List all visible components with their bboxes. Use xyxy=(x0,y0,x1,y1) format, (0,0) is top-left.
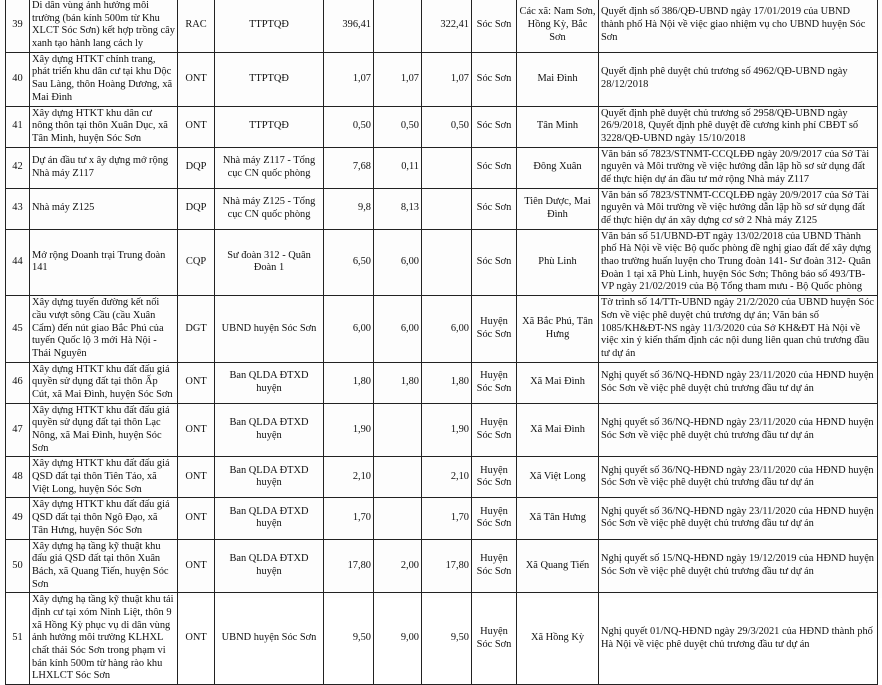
district: Sóc Sơn xyxy=(472,52,517,106)
table-row xyxy=(6,457,878,498)
district: Huyện Sóc Sơn xyxy=(472,498,517,539)
investor: TTPTQĐ xyxy=(215,0,324,52)
row-number: 40 xyxy=(6,52,30,106)
total-area: 1,07 xyxy=(324,52,374,106)
area-col-a: 0,50 xyxy=(374,106,422,147)
land-type-code: ONT xyxy=(178,403,215,457)
district: Huyện Sóc Sơn xyxy=(472,539,517,593)
land-type-code: RAC xyxy=(178,0,215,52)
legal-basis: Nghị quyết 01/NQ-HĐND ngày 29/3/2021 của HĐND thành phố Hà Nội về việc phê duyệt chủ trương đầu tư dự án xyxy=(599,593,878,685)
land-type-code: ONT xyxy=(178,498,215,539)
area-col-b: 1,80 xyxy=(422,362,472,403)
legal-basis: Nghị quyết số 36/NQ-HĐND ngày 23/11/2020 của HĐND huyện Sóc Sơn về việc phê duyệt chủ trương đầu tư dự án xyxy=(599,362,878,403)
land-type-code: ONT xyxy=(178,52,215,106)
table-row xyxy=(6,229,878,295)
table-row xyxy=(6,362,878,403)
row-number: 46 xyxy=(6,362,30,403)
area-col-a: 1,80 xyxy=(374,362,422,403)
land-type-code: DQP xyxy=(178,147,215,188)
project-name: Xây dựng HTKT khu đất đấu giá QSD đất tại thôn Tiên Tảo, xã Việt Long, huyện Sóc Sơn xyxy=(30,457,178,498)
legal-basis: Nghị quyết số 36/NQ-HĐND ngày 23/11/2020 của HĐND huyện Sóc Sơn về việc phê duyệt chủ trương đầu tư dự án xyxy=(599,403,878,457)
district: Sóc Sơn xyxy=(472,106,517,147)
commune: Xã Quang Tiến xyxy=(517,539,599,593)
area-col-a xyxy=(374,457,422,498)
legal-basis: Tờ trình số 14/TTr-UBND ngày 21/2/2020 của UBND huyện Sóc Sơn về việc phê duyệt chủ trương dự án; Văn bản số 1085/KH&ĐT-NS ngày 11/3/2020 của Sở KH&ĐT Hà Nội về việc xin ý kiến thẩm định các nội dung liên quan chủ trương đầu tư dự án xyxy=(599,296,878,362)
investor: UBND huyện Sóc Sơn xyxy=(215,296,324,362)
area-col-b: 1,70 xyxy=(422,498,472,539)
row-number: 45 xyxy=(6,296,30,362)
area-col-a xyxy=(374,403,422,457)
investor: Ban QLDA ĐTXD huyện xyxy=(215,362,324,403)
area-col-a xyxy=(374,498,422,539)
table-row xyxy=(6,539,878,593)
legal-basis: Nghị quyết số 36/NQ-HĐND ngày 23/11/2020 của HĐND huyện Sóc Sơn về việc phê duyệt chủ trương đầu tư dự án xyxy=(599,457,878,498)
area-col-a: 6,00 xyxy=(374,229,422,295)
area-col-b: 0,50 xyxy=(422,106,472,147)
project-name: Xây dựng HTKT khu dân cư nông thôn tại thôn Xuân Dục, xã Tân Minh, huyện Sóc Sơn xyxy=(30,106,178,147)
table-row xyxy=(6,296,878,362)
table-row xyxy=(6,403,878,457)
commune: Tiên Dược, Mai Đình xyxy=(517,188,599,229)
investor: TTPTQĐ xyxy=(215,52,324,106)
total-area: 396,41 xyxy=(324,0,374,52)
project-name: Xây dựng HTKT khu đất đấu giá quyền sử dụng đất tại thôn Ấp Cút, xã Mai Đình, huyện Sóc Sơn xyxy=(30,362,178,403)
commune: Đông Xuân xyxy=(517,147,599,188)
table-row xyxy=(6,147,878,188)
area-col-a: 2,00 xyxy=(374,539,422,593)
investor: Sư đoàn 312 - Quân Đoàn 1 xyxy=(215,229,324,295)
area-col-b: 322,41 xyxy=(422,0,472,52)
area-col-b xyxy=(422,188,472,229)
total-area: 1,70 xyxy=(324,498,374,539)
land-project-table xyxy=(5,0,878,685)
table-row xyxy=(6,188,878,229)
investor: Ban QLDA ĐTXD huyện xyxy=(215,457,324,498)
total-area: 1,90 xyxy=(324,403,374,457)
row-number: 42 xyxy=(6,147,30,188)
legal-basis: Quyết định phê duyệt chủ trương số 4962/QĐ-UBND ngày 28/12/2018 xyxy=(599,52,878,106)
row-number: 49 xyxy=(6,498,30,539)
area-col-a xyxy=(374,0,422,52)
investor: UBND huyện Sóc Sơn xyxy=(215,593,324,685)
table-row xyxy=(6,0,878,52)
commune: Mai Đình xyxy=(517,52,599,106)
row-number: 43 xyxy=(6,188,30,229)
area-col-b xyxy=(422,147,472,188)
project-name: Xây dựng HTKT khu đất đấu giá quyền sử dụng đất tại thôn Lạc Nông, xã Mai Đình, huyện Sóc Sơn xyxy=(30,403,178,457)
project-name: Xây dựng tuyến đường kết nối cầu vượt sông Cầu (cầu Xuân Cẩm) đến nút giao Bắc Phú của tuyến Quốc lộ 3 mới Hà Nội - Thái Nguyên xyxy=(30,296,178,362)
district: Huyện Sóc Sơn xyxy=(472,457,517,498)
row-number: 48 xyxy=(6,457,30,498)
table-body xyxy=(6,0,878,685)
area-col-b: 1,90 xyxy=(422,403,472,457)
commune: Xã Mai Đình xyxy=(517,362,599,403)
table-row xyxy=(6,106,878,147)
legal-basis: Văn bản số 51/UBND-ĐT ngày 13/02/2018 của UBND Thành phố Hà Nội về việc Bộ quốc phòng đề nghị giao đất để xây dựng thao trường huấn luyện cho Trung đoàn 141- Sư đoàn 312- Quân Đoàn 1 tại xã Phù Linh, huyện Sóc Sơn; Thông báo số 493/TB-VP ngày 21/02/2019 của Bộ Tổng tham mưu - Bộ Quốc phòng xyxy=(599,229,878,295)
legal-basis: Nghị quyết số 36/NQ-HĐND ngày 23/11/2020 của HĐND huyện Sóc Sơn về việc phê duyệt chủ trương đầu tư dự án xyxy=(599,498,878,539)
area-col-b: 2,10 xyxy=(422,457,472,498)
area-col-a: 8,13 xyxy=(374,188,422,229)
district: Huyện Sóc Sơn xyxy=(472,593,517,685)
land-type-code: ONT xyxy=(178,106,215,147)
row-number: 47 xyxy=(6,403,30,457)
area-col-a: 0,11 xyxy=(374,147,422,188)
project-name: Mở rộng Doanh trại Trung đoàn 141 xyxy=(30,229,178,295)
project-name: Xây dựng hạ tầng kỹ thuật khu tái định cư tại xóm Ninh Liệt, thôn 9 xã Hồng Kỳ phục vụ di dân vùng ảnh hưởng môi trường KLHXL chất thải Sóc Sơn trong phạm vi bán kính 500m từ hàng rào khu LHXLCT Sóc Sơn xyxy=(30,593,178,685)
area-col-b: 9,50 xyxy=(422,593,472,685)
row-number: 44 xyxy=(6,229,30,295)
project-name: Dự án đầu tư x ây dựng mở rộng Nhà máy Z117 xyxy=(30,147,178,188)
area-col-a: 1,07 xyxy=(374,52,422,106)
district: Huyện Sóc Sơn xyxy=(472,362,517,403)
row-number: 50 xyxy=(6,539,30,593)
commune: Xã Việt Long xyxy=(517,457,599,498)
commune: Xã Hồng Kỳ xyxy=(517,593,599,685)
district: Sóc Sơn xyxy=(472,0,517,52)
table-row xyxy=(6,593,878,685)
area-col-a: 6,00 xyxy=(374,296,422,362)
land-type-code: ONT xyxy=(178,457,215,498)
row-number: 41 xyxy=(6,106,30,147)
total-area: 2,10 xyxy=(324,457,374,498)
project-name: Di dân vùng ảnh hưởng môi trường (bán kính 500m từ Khu XLCT Sóc Sơn) kết hợp trồng cây xanh tạo hành lang cách ly xyxy=(30,0,178,52)
total-area: 6,50 xyxy=(324,229,374,295)
total-area: 0,50 xyxy=(324,106,374,147)
project-name: Xây dựng HTKT khu đất đấu giá QSD đất tại thôn Ngô Đạo, xã Tân Hưng, huyện Sóc Sơn xyxy=(30,498,178,539)
land-type-code: DQP xyxy=(178,188,215,229)
commune: Tân Minh xyxy=(517,106,599,147)
commune: Xã Bắc Phú, Tân Hưng xyxy=(517,296,599,362)
district: Huyện Sóc Sơn xyxy=(472,403,517,457)
land-type-code: CQP xyxy=(178,229,215,295)
total-area: 9,50 xyxy=(324,593,374,685)
land-type-code: DGT xyxy=(178,296,215,362)
project-name: Nhà máy Z125 xyxy=(30,188,178,229)
land-type-code: ONT xyxy=(178,362,215,403)
area-col-b: 6,00 xyxy=(422,296,472,362)
district: Sóc Sơn xyxy=(472,229,517,295)
investor: Ban QLDA ĐTXD huyện xyxy=(215,539,324,593)
commune: Phù Linh xyxy=(517,229,599,295)
area-col-b xyxy=(422,229,472,295)
district: Sóc Sơn xyxy=(472,188,517,229)
land-type-code: ONT xyxy=(178,539,215,593)
legal-basis: Văn bản số 7823/STNMT-CCQLĐĐ ngày 20/9/2017 của Sở Tài nguyên và Môi trường về việc hướng dẫn lập hồ sơ sử dụng đất để thực hiện dự án xây dựng cơ sở 2 Nhà máy Z125 xyxy=(599,188,878,229)
total-area: 9,8 xyxy=(324,188,374,229)
commune: Các xã: Nam Sơn, Hồng Kỳ, Bắc Sơn xyxy=(517,0,599,52)
land-type-code: ONT xyxy=(178,593,215,685)
investor: Nhà máy Z125 - Tổng cục CN quốc phòng xyxy=(215,188,324,229)
row-number: 51 xyxy=(6,593,30,685)
investor: Nhà máy Z117 - Tổng cục CN quốc phòng xyxy=(215,147,324,188)
legal-basis: Quyết định phê duyệt chủ trương số 2958/QĐ-UBND ngày 26/9/2018, Quyết định phê duyệt đề cương kinh phí CBĐT số 3228/QĐ-UBND ngày 15/10/2018 xyxy=(599,106,878,147)
legal-basis: Quyết định số 386/QĐ-UBND ngày 17/01/2019 của UBND thành phố Hà Nội về việc giao nhiệm vụ cho UBND huyện Sóc Sơn xyxy=(599,0,878,52)
commune: Xã Tân Hưng xyxy=(517,498,599,539)
area-col-b: 1,07 xyxy=(422,52,472,106)
table-row xyxy=(6,498,878,539)
investor: Ban QLDA ĐTXD huyện xyxy=(215,403,324,457)
legal-basis: Nghị quyết số 15/NQ-HĐND ngày 19/12/2019 của HĐND huyện Sóc Sơn về việc phê duyệt chủ trương đầu tư dự án xyxy=(599,539,878,593)
project-name: Xây dựng hạ tầng kỹ thuật khu đấu giá QSD đất tại thôn Xuân Bách, xã Quang Tiến, huyện Sóc Sơn xyxy=(30,539,178,593)
total-area: 1,80 xyxy=(324,362,374,403)
area-col-a: 9,00 xyxy=(374,593,422,685)
commune: Xã Mai Đình xyxy=(517,403,599,457)
investor: TTPTQĐ xyxy=(215,106,324,147)
legal-basis: Văn bản số 7823/STNMT-CCQLĐĐ ngày 20/9/2017 của Sở Tài nguyên và Môi trường về việc hướng dẫn lập hồ sơ sử dụng đất để thực hiện dự án đầu tư mở rộng Nhà máy Z117 xyxy=(599,147,878,188)
area-col-b: 17,80 xyxy=(422,539,472,593)
row-number: 39 xyxy=(6,0,30,52)
district: Huyện Sóc Sơn xyxy=(472,296,517,362)
total-area: 7,68 xyxy=(324,147,374,188)
project-name: Xây dựng HTKT chỉnh trang, phát triển khu dân cư tại khu Dộc Sau Làng, thôn Hoàng Dương, xã Mai Đình xyxy=(30,52,178,106)
investor: Ban QLDA ĐTXD huyện xyxy=(215,498,324,539)
table-row xyxy=(6,52,878,106)
total-area: 17,80 xyxy=(324,539,374,593)
district: Sóc Sơn xyxy=(472,147,517,188)
total-area: 6,00 xyxy=(324,296,374,362)
